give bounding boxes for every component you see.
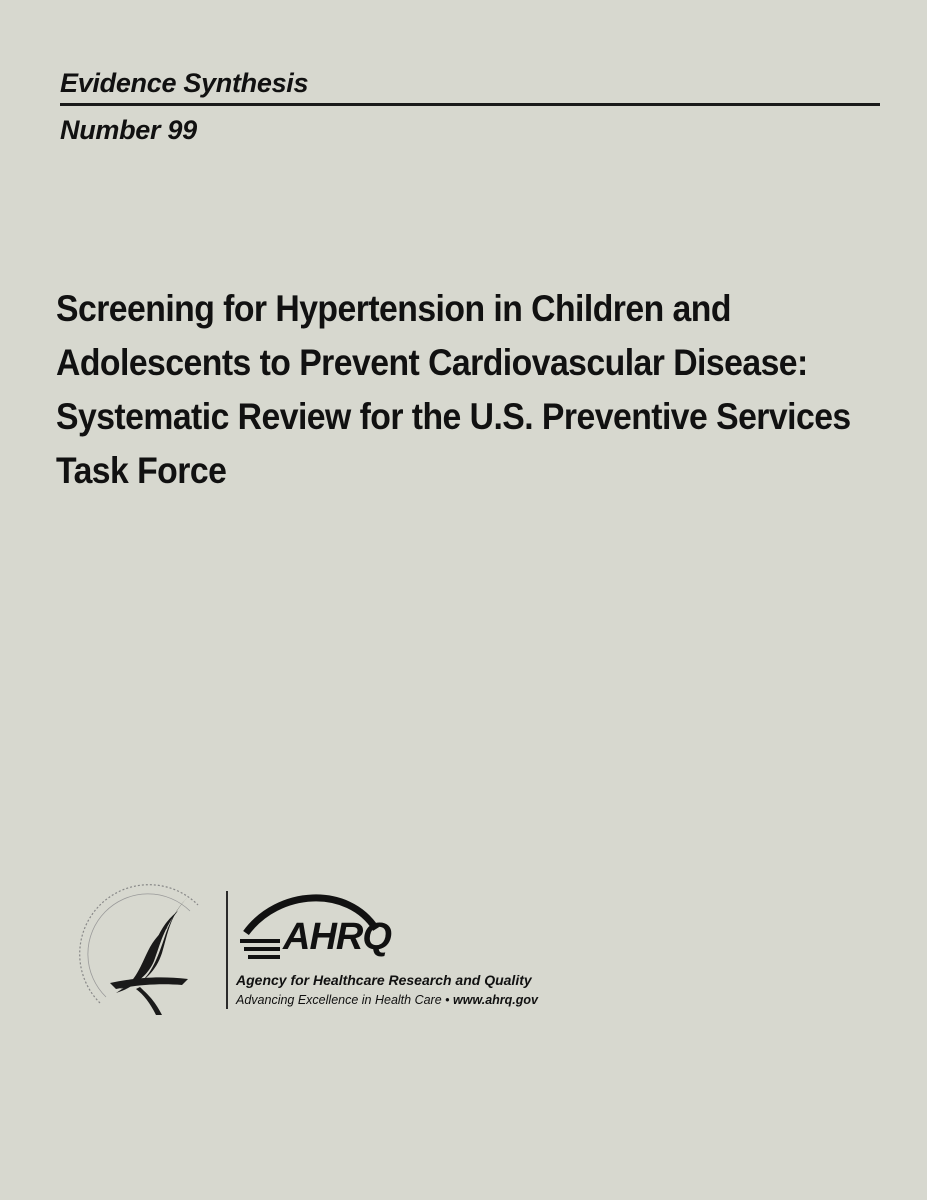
title-line-3: Systematic Review for the U.S. Preventive Services — [56, 395, 851, 437]
agency-url: www.ahrq.gov — [453, 993, 538, 1007]
report-number: Number 99 — [60, 115, 197, 145]
header-rule — [60, 103, 880, 106]
agency-tagline-line — [236, 993, 538, 1007]
tagline-separator: • — [445, 993, 450, 1007]
logo-divider — [226, 891, 228, 1009]
ahrq-wordmark: AHRQ — [283, 916, 391, 958]
agency-tagline: Advancing Excellence in Health Care — [236, 993, 442, 1007]
series-label: Evidence Synthesis — [60, 68, 309, 98]
hhs-seal-icon — [70, 875, 230, 1025]
title-line-1: Screening for Hypertension in Children and — [56, 287, 731, 329]
publisher-logos — [70, 875, 630, 1035]
agency-name: Agency for Healthcare Research and Quality — [236, 972, 532, 988]
title-line-4: Task Force — [56, 449, 227, 491]
report-title — [56, 281, 851, 497]
title-line-2: Adolescents to Prevent Cardiovascular Disease: — [56, 341, 808, 383]
